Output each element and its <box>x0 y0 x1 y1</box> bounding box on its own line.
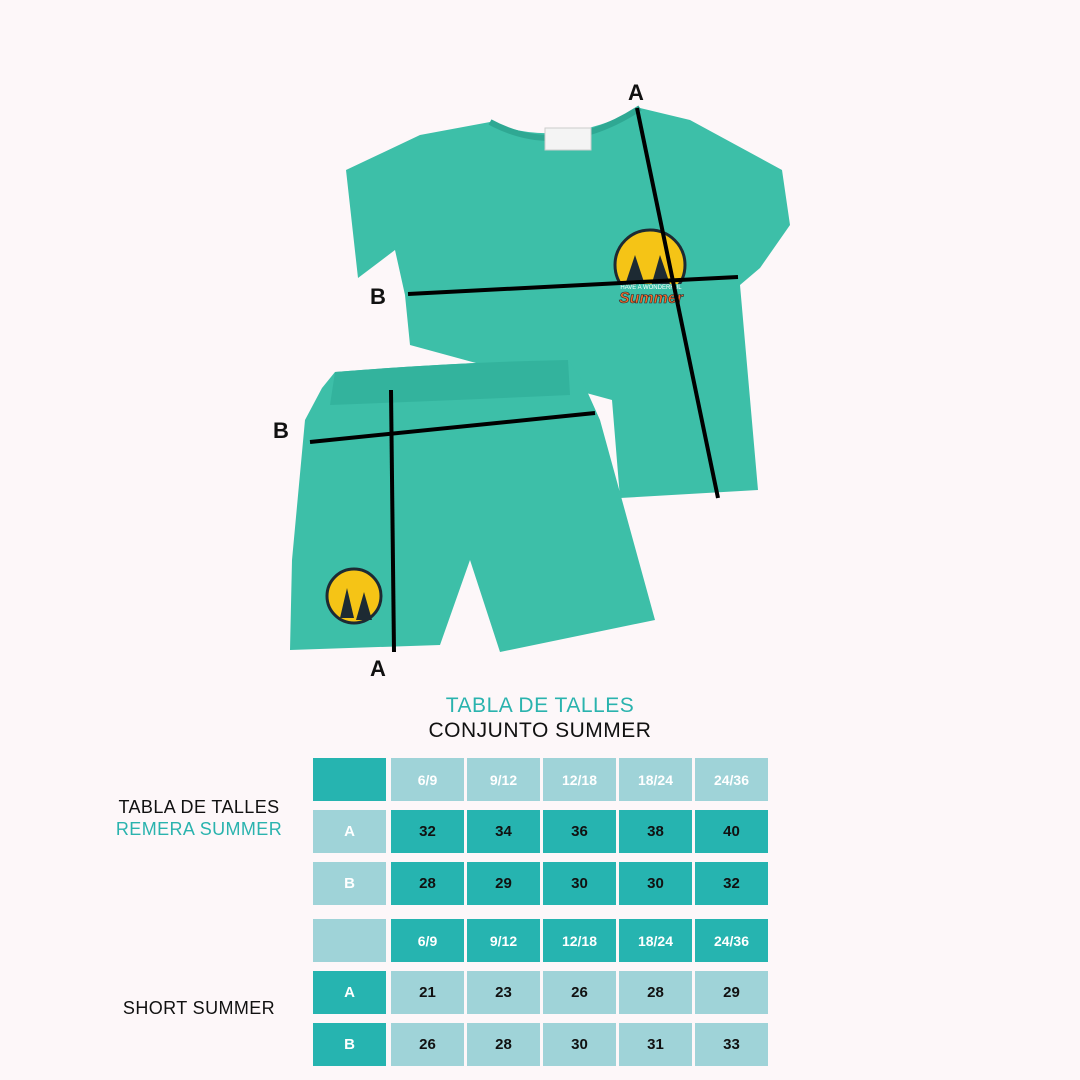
remera-cell: 34 <box>467 810 540 853</box>
remera-cell: 28 <box>391 862 464 905</box>
remera-size-header: 9/12 <box>467 758 540 801</box>
remera-cell: 30 <box>619 862 692 905</box>
remera-size-header: 18/24 <box>619 758 692 801</box>
shorts-label-a: A <box>370 656 386 681</box>
remera-cell: 38 <box>619 810 692 853</box>
short-size-header: 12/18 <box>543 919 616 962</box>
short-size-header: 6/9 <box>391 919 464 962</box>
remera-cell: 36 <box>543 810 616 853</box>
remera-label-line2: REMERA SUMMER <box>115 819 283 839</box>
shirt-label-a: A <box>628 80 644 105</box>
shorts-print <box>327 569 381 623</box>
short-cell: 21 <box>391 971 464 1014</box>
remera-cell: 32 <box>695 862 768 905</box>
short-size-header: 9/12 <box>467 919 540 962</box>
shirt-print-small-text: HAVE A WONDERFUL <box>620 285 682 291</box>
remera-cell: 30 <box>543 862 616 905</box>
remera-cell: 32 <box>391 810 464 853</box>
short-cell: 29 <box>695 971 768 1014</box>
remera-size-header: 12/18 <box>543 758 616 801</box>
short-row-label: B <box>313 1023 386 1066</box>
page-title: TABLA DE TALLES <box>445 694 635 717</box>
remera-size-header: 24/36 <box>695 758 768 801</box>
remera-corner-cell <box>313 758 386 801</box>
short-cell: 26 <box>391 1023 464 1066</box>
remera-cell: 29 <box>467 862 540 905</box>
short-cell: 23 <box>467 971 540 1014</box>
shirt-print-text: Summer <box>618 290 684 307</box>
shorts-label-b: B <box>273 418 289 443</box>
short-cell: 28 <box>467 1023 540 1066</box>
short-cell: 31 <box>619 1023 692 1066</box>
remera-row-label: A <box>313 810 386 853</box>
remera-cell: 40 <box>695 810 768 853</box>
short-corner-cell <box>313 919 386 962</box>
remera-row-label: B <box>313 862 386 905</box>
page-subtitle: CONJUNTO SUMMER <box>428 719 652 742</box>
short-cell: 26 <box>543 971 616 1014</box>
short-cell: 30 <box>543 1023 616 1066</box>
short-label: SHORT SUMMER <box>122 998 276 1018</box>
short-cell: 33 <box>695 1023 768 1066</box>
shirt-tag <box>545 128 591 150</box>
remera-label-line1: TABLA DE TALLES <box>118 797 280 817</box>
short-size-header: 24/36 <box>695 919 768 962</box>
short-row-label: A <box>313 971 386 1014</box>
remera-size-header: 6/9 <box>391 758 464 801</box>
shirt-label-b: B <box>370 284 386 309</box>
short-cell: 28 <box>619 971 692 1014</box>
short-size-header: 18/24 <box>619 919 692 962</box>
